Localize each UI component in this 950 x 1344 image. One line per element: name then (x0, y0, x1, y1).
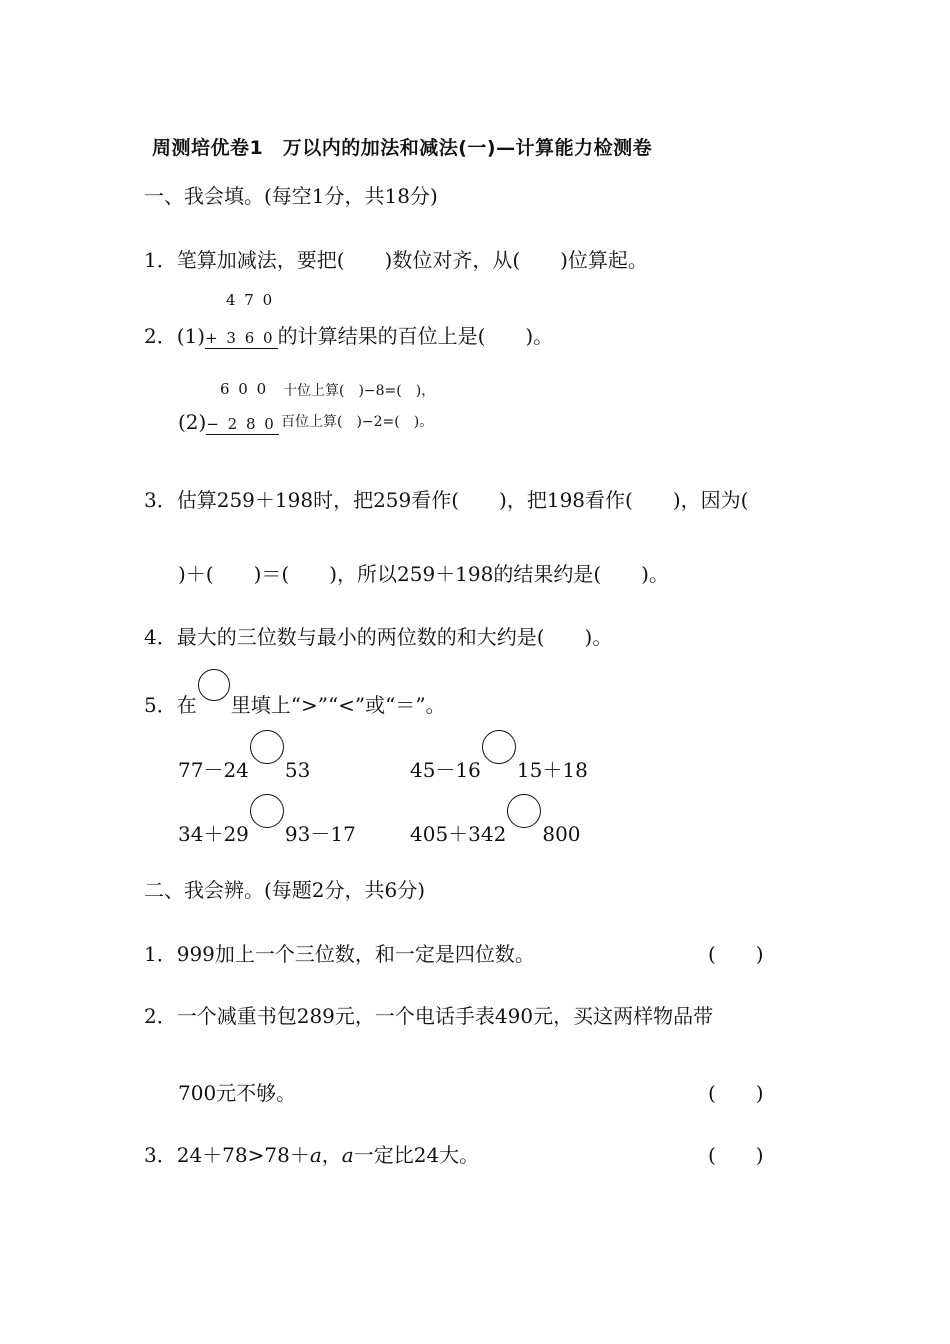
question-2-2-line1: 2．一个减重书包289元，一个电话手表490元，买这两样物品带 (144, 1004, 714, 1028)
answer-paren[interactable]: ( ) (708, 1081, 764, 1105)
answer-paren[interactable]: ( ) (708, 1143, 764, 1167)
addition-top-number: 4 7 0 (226, 291, 275, 309)
compare-right: 93－17 (284, 822, 356, 846)
compare-right: 800 (542, 822, 581, 846)
page-title: 周测培优卷1 万以内的加法和减法(一)—计算能力检测卷 (152, 137, 653, 159)
subtraction-bottom-number: − 2 8 0 (206, 415, 279, 435)
section1-heading: 一、我会填。(每空1分，共18分) (144, 184, 438, 208)
q2-2-prefix: (2) (178, 410, 207, 434)
question-1-4: 4．最大的三位数与最小的两位数的和大约是( )。 (144, 625, 613, 649)
q2-1-prefix: 2．(1) (144, 324, 206, 348)
addition-bottom-number: + 3 6 0 (205, 329, 278, 349)
q3-text-b: ， (321, 1143, 342, 1167)
question-1-1: 1．笔算加减法，要把( )数位对齐，从( )位算起。 (144, 248, 648, 272)
variable-a: a (341, 1143, 354, 1167)
q3-text-c: 一定比24大。 (353, 1143, 480, 1167)
compare-circle-icon (198, 669, 230, 701)
subtraction-top-number: 6 0 0 (220, 380, 269, 398)
compare-circle-icon[interactable] (250, 794, 284, 828)
q5-prefix: 5．在 (144, 693, 197, 717)
q5-suffix: 里填上“>”“<”或“＝”。 (230, 693, 446, 717)
question-1-5 (144, 683, 446, 718)
compare-item (178, 746, 310, 783)
question-1-3-line2: )＋( )＝( )，所以259＋198的结果约是( )。 (178, 562, 669, 586)
compare-right: 15＋18 (516, 758, 588, 782)
compare-left: 405＋342 (410, 822, 507, 846)
question-1-3-line1: 3．估算259＋198时，把259看作( )，把198看作( )，因为( (144, 488, 749, 512)
compare-left: 77－24 (178, 758, 249, 782)
compare-item (410, 810, 581, 847)
tens-hint: 十位上算( )−8=( )， (283, 383, 436, 399)
q2-1-suffix: 的计算结果的百位上是( )。 (277, 324, 554, 348)
question-2-1: 1．999加上一个三位数，和一定是四位数。 (144, 942, 535, 966)
question-1-2-2 (178, 410, 279, 434)
compare-item (178, 810, 356, 847)
question-2-2-line2: 700元不够。 (178, 1081, 297, 1105)
compare-right: 53 (284, 758, 311, 782)
question-2-3 (144, 1139, 479, 1168)
compare-left: 34＋29 (178, 822, 249, 846)
compare-circle-icon[interactable] (507, 794, 541, 828)
compare-circle-icon[interactable] (482, 730, 516, 764)
variable-a: a (309, 1143, 322, 1167)
compare-item (410, 746, 588, 783)
q3-text-a: 3．24＋78>78＋ (144, 1143, 310, 1167)
compare-left: 45－16 (410, 758, 481, 782)
section2-heading: 二、我会辨。(每题2分，共6分) (144, 878, 426, 902)
question-1-2-1 (144, 320, 553, 349)
compare-circle-icon[interactable] (250, 730, 284, 764)
hundreds-hint: 百位上算( )−2=( )。 (281, 414, 434, 430)
answer-paren[interactable]: ( ) (708, 942, 764, 966)
